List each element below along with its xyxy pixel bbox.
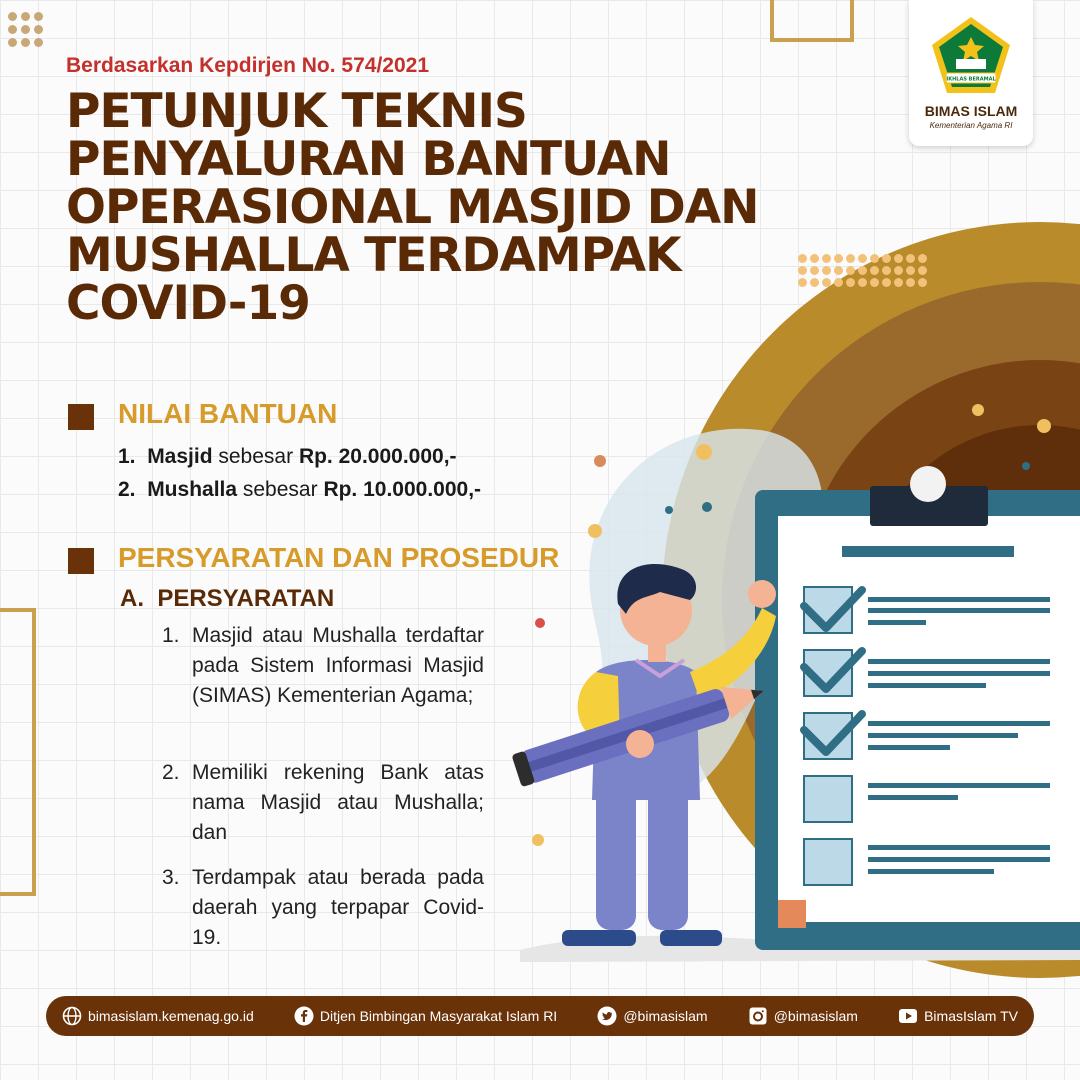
character-shoe bbox=[660, 930, 722, 946]
requirement-item bbox=[162, 621, 484, 711]
text-line bbox=[868, 845, 1050, 850]
amount-item bbox=[118, 478, 481, 502]
requirement-item bbox=[162, 863, 484, 953]
text-line bbox=[868, 721, 1050, 726]
text-line bbox=[868, 683, 986, 688]
footer-instagram-link[interactable] bbox=[748, 1006, 858, 1026]
page-title bbox=[66, 84, 759, 331]
logo-card bbox=[909, 0, 1033, 146]
text-line bbox=[868, 733, 1018, 738]
twitter-icon bbox=[597, 1006, 617, 1026]
section-title-persyaratan: PERSYARATAN DAN PROSEDUR bbox=[118, 542, 560, 573]
text-line bbox=[868, 869, 994, 874]
decor-dot bbox=[1022, 462, 1030, 470]
clipboard-paper-fold bbox=[778, 900, 806, 928]
decor-dot bbox=[702, 502, 712, 512]
section-marker bbox=[68, 548, 94, 574]
paper-heading-line bbox=[842, 546, 1014, 557]
footer-label: Ditjen Bimbingan Masyarakat Islam RI bbox=[319, 1008, 558, 1024]
footer-label: @bimasislam bbox=[773, 1008, 858, 1024]
amount-name: Mushalla bbox=[147, 478, 238, 501]
subsection-title: A. PERSYARATAN bbox=[120, 585, 335, 612]
character-shoe bbox=[562, 930, 636, 946]
requirement-num: 1. bbox=[162, 624, 180, 647]
decor-dot bbox=[696, 444, 712, 460]
title-line: OPERASIONAL MASJID DAN bbox=[66, 180, 759, 235]
decor-dots-right bbox=[798, 254, 927, 287]
section-marker bbox=[68, 404, 94, 430]
decor-dot bbox=[1037, 419, 1051, 433]
amount-text: sebesar bbox=[212, 445, 299, 468]
footer-twitter-link[interactable] bbox=[597, 1006, 707, 1026]
amount-value: Rp. 20.000.000,- bbox=[298, 445, 457, 468]
requirement-item bbox=[162, 758, 484, 848]
requirement-num: 2. bbox=[162, 761, 180, 784]
amount-name: Masjid bbox=[147, 445, 213, 468]
decor-dot bbox=[665, 506, 673, 514]
text-line bbox=[868, 671, 1050, 676]
amount-item bbox=[118, 445, 457, 469]
title-line: COVID-19 bbox=[66, 276, 310, 331]
requirement-text: Terdampak atau berada pada daerah yang terpapar Covid-19. bbox=[192, 866, 484, 949]
title-line: PETUNJUK TEKNIS bbox=[66, 84, 527, 139]
globe-icon bbox=[62, 1006, 82, 1026]
decor-dot bbox=[588, 524, 602, 538]
footer-label: BimasIslam TV bbox=[924, 1008, 1018, 1024]
facebook-icon bbox=[294, 1006, 314, 1026]
requirement-text: Memiliki rekening Bank atas nama Masjid atau Mushalla; dan bbox=[192, 761, 484, 844]
youtube-icon bbox=[898, 1006, 918, 1026]
requirement-num: 3. bbox=[162, 866, 180, 889]
instagram-icon bbox=[748, 1006, 768, 1026]
footer-bar bbox=[46, 996, 1034, 1036]
header-subtitle: Berdasarkan Kepdirjen No. 574/2021 bbox=[66, 54, 430, 77]
text-line bbox=[868, 795, 958, 800]
text-line bbox=[868, 783, 1050, 788]
footer-website-link[interactable] bbox=[62, 1006, 254, 1026]
footer-label: @bimasislam bbox=[623, 1008, 708, 1024]
amount-num: 2. bbox=[118, 478, 136, 501]
title-line: PENYALURAN BANTUAN bbox=[66, 132, 671, 187]
logo-subtitle: Kementerian Agama RI bbox=[929, 121, 1013, 130]
title-line: MUSHALLA TERDAMPAK bbox=[66, 228, 681, 283]
amount-value: Rp. 10.000.000,- bbox=[323, 478, 482, 501]
checkbox bbox=[804, 839, 852, 885]
kemenag-emblem-icon bbox=[930, 15, 1012, 95]
clipboard-clip-ring bbox=[910, 466, 946, 502]
text-line bbox=[868, 597, 1050, 602]
decor-dot bbox=[532, 834, 544, 846]
requirement-text: Masjid atau Mushalla terdaftar pada Sistem Informasi Masjid (SIMAS) Kementerian Agama; bbox=[192, 624, 484, 707]
text-line bbox=[868, 857, 1050, 862]
logo-name: BIMAS ISLAM bbox=[924, 103, 1018, 119]
text-line bbox=[868, 745, 950, 750]
text-line bbox=[868, 659, 1050, 664]
character-leg bbox=[596, 780, 636, 930]
text-line bbox=[868, 620, 926, 625]
footer-label: bimasislam.kemenag.go.id bbox=[88, 1008, 254, 1024]
decor-dot bbox=[594, 455, 606, 467]
character-hand bbox=[748, 580, 776, 608]
footer-youtube-link[interactable] bbox=[898, 1006, 1018, 1026]
checkbox bbox=[804, 776, 852, 822]
footer-facebook-link[interactable] bbox=[294, 1006, 557, 1026]
character-leg bbox=[648, 780, 688, 930]
amount-num: 1. bbox=[118, 445, 136, 468]
svg-text:IKHLAS BERAMAL: IKHLAS BERAMAL bbox=[946, 76, 996, 83]
text-line bbox=[868, 608, 1050, 613]
decor-dot bbox=[535, 618, 545, 628]
character-hand bbox=[626, 730, 654, 758]
decor-dot bbox=[972, 404, 984, 416]
section-title-nilai: NILAI BANTUAN bbox=[118, 398, 338, 429]
amount-text: sebesar bbox=[237, 478, 324, 501]
